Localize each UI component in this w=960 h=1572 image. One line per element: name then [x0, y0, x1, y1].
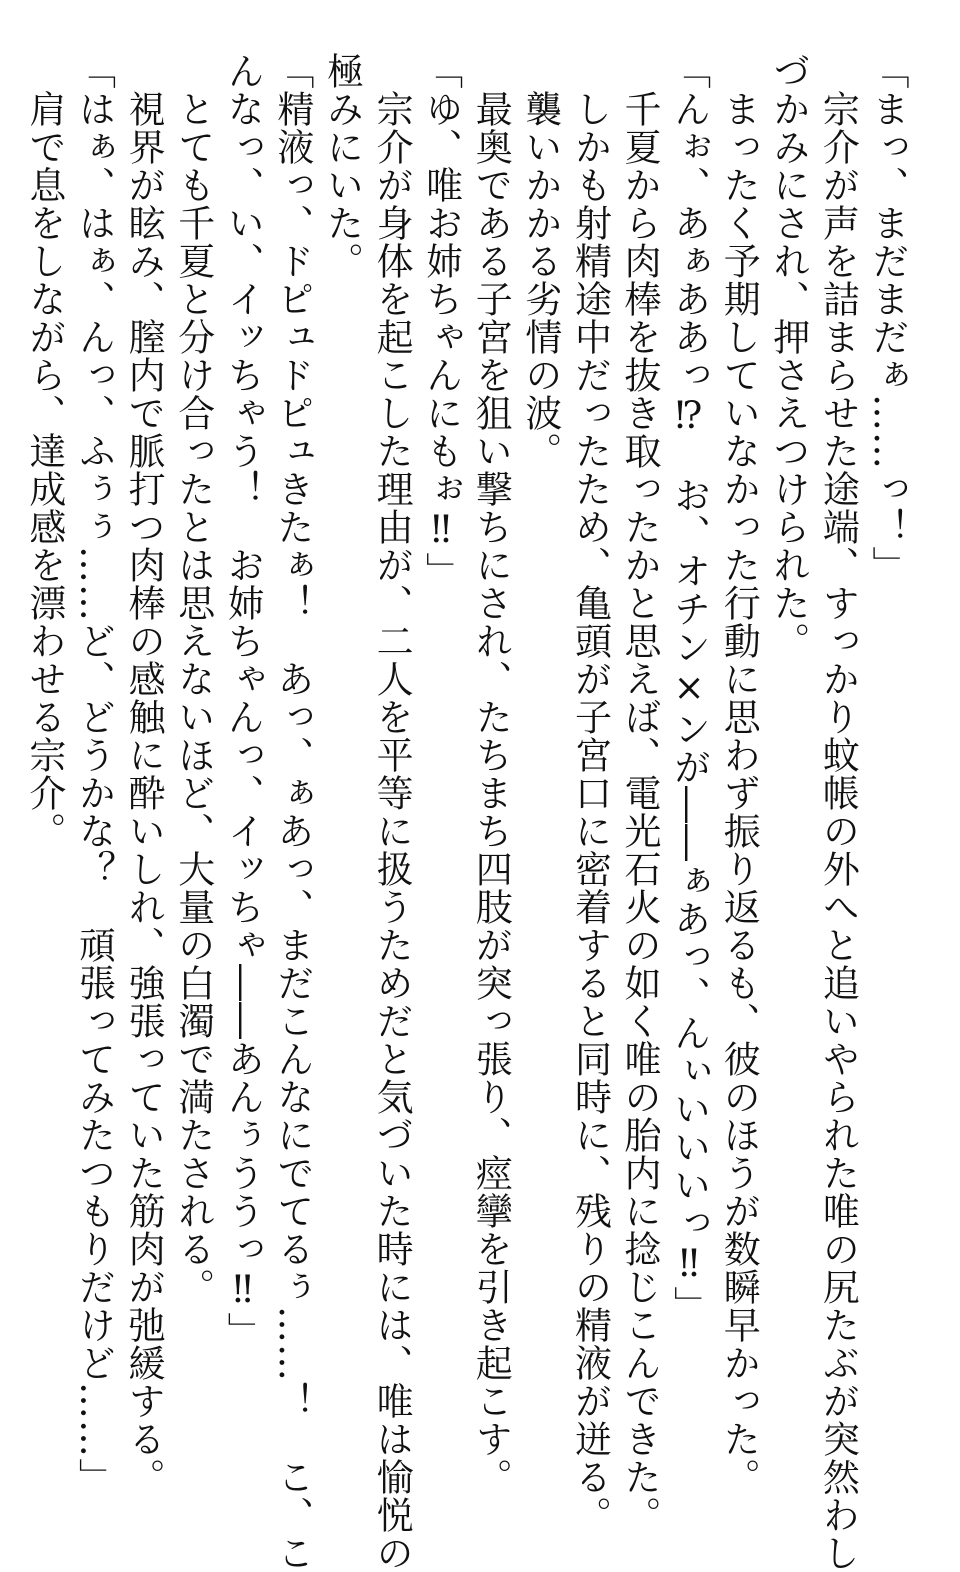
text-line: しかも射精途中だったため、亀頭が子宮口に密着すると同時に、残りの精液が迸る。 — [568, 52, 612, 1534]
text-line: まったく予期していなかった行動に思わず振り返るも、彼のほうが数瞬早かった。 — [717, 52, 761, 1496]
text-line: んなっ、い、イッちゃう！ お姉ちゃんっ、イッちゃ――あんぅううっ‼」 — [221, 52, 265, 1350]
text-line: 最奥である子宮を狙い撃ちにされ、たちまち四肢が突っ張り、痙攣を引き起こす。 — [469, 52, 513, 1496]
text-line: 宗介が身体を起こした理由が、二人を平等に扱うためだと気づいた時には、唯は愉悦の — [370, 52, 414, 1572]
text-line: 「まっ、まだまだぁ……っ！」 — [866, 52, 909, 584]
text-line: 「はぁ、はぁ、んっ、ふぅぅ……ど、どうかな？ 頑張ってみたつもりだけど……」 — [72, 52, 116, 1496]
text-line: 視界が眩み、膣内で脈打つ肉棒の感触に酔いしれ、強張っていた筋肉が弛緩する。 — [122, 52, 166, 1496]
text-line: 「んぉ、あぁああっ⁉ お、オチン×ンが――ぁあっ、んぃいいいっ‼」 — [667, 52, 711, 1324]
text-line: 襲いかかる劣情の波。 — [518, 52, 562, 470]
text-line: 宗介が声を詰まらせた途端、すっかり蚊帳の外へと追いやられた唯の尻たぶが突然わし — [816, 52, 860, 1572]
text-line: 肩で息をしながら、達成感を漂わせる宗介。 — [22, 52, 66, 850]
vertical-text-body — [19, 52, 912, 1572]
text-line: とても千夏と分け合ったとは思えないほど、大量の白濁で満たされる。 — [171, 52, 215, 1306]
text-line: 「ゆ、唯お姉ちゃんにもぉ‼」 — [419, 52, 463, 590]
text-line: 「精液っ、ドピュドピュきたぁ！ あっ、ぁあっ、まだこんなにでてるぅ……！ こ、こ — [270, 52, 314, 1572]
text-line: 極みにいた。 — [320, 52, 364, 280]
text-line: 千夏から肉棒を抜き取ったかと思えば、電光石火の如く唯の胎内に捻じこんできた。 — [618, 52, 662, 1534]
text-line: づかみにされ、押さえつけられた。 — [766, 52, 810, 660]
